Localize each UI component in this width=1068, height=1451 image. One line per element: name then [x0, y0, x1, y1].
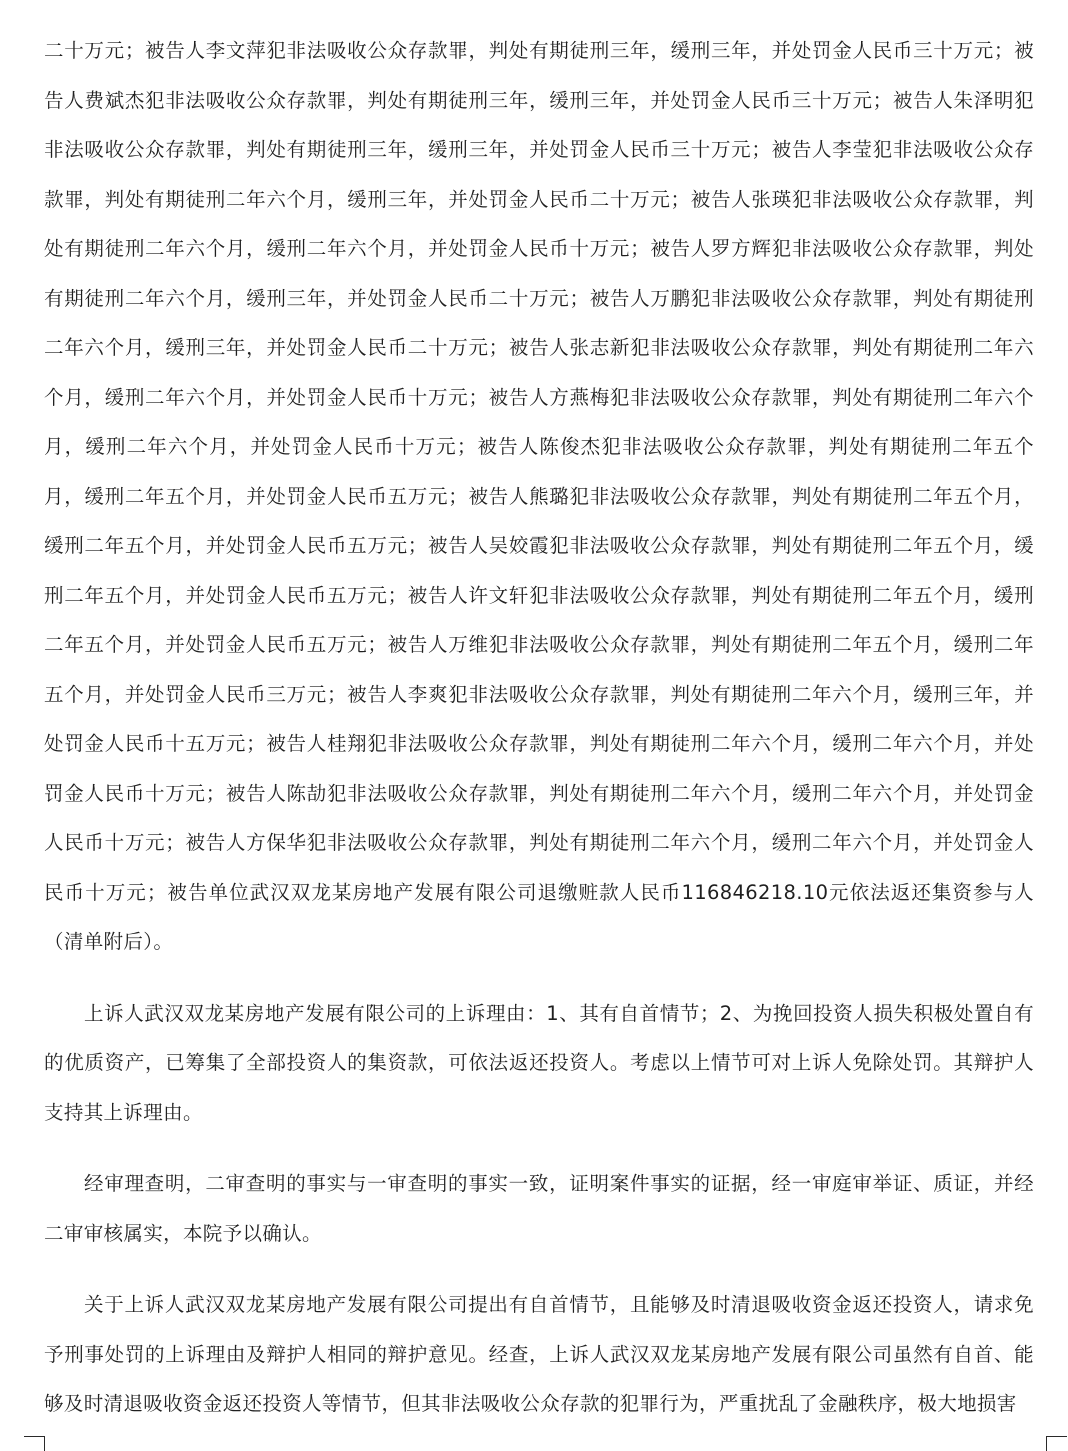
paragraph-sentencing-list: 二十万元；被告人李文萍犯非法吸收公众存款罪，判处有期徒刑三年，缓刑三年，并处罚金人民币三十万元；被告人费斌杰犯非法吸收公众存款罪，判处有期徒刑三年，缓刑三年，并处罚金人民币三十万元；被告人朱泽明犯非法吸收公众存款罪，判处有期徒刑三年，缓刑三年，并处罚金人民币三十万元；被告人李莹犯非法吸收公众存款罪，判处有期徒刑二年六个月，缓刑三年，并处罚金人民币二十万元；被告人张瑛犯非法吸收公众存款罪，判处有期徒刑二年六个月，缓刑二年六个月，并处罚金人民币十万元；被告人罗方辉犯非法吸收公众存款罪，判处有期徒刑二年六个月，缓刑三年，并处罚金人民币二十万元；被告人万鹏犯非法吸收公众存款罪，判处有期徒刑二年六个月，缓刑三年，并处罚金人民币二十万元；被告人张志新犯非法吸收公众存款罪，判处有期徒刑二年六个月，缓刑二年六个月，并处罚金人民币十万元；被告人方燕梅犯非法吸收公众存款罪，判处有期徒刑二年六个月，缓刑二年六个月，并处罚金人民币十万元；被告人陈俊杰犯非法吸收公众存款罪，判处有期徒刑二年五个月，缓刑二年五个月，并处罚金人民币五万元；被告人熊璐犯非法吸收公众存款罪，判处有期徒刑二年五个月，缓刑二年五个月，并处罚金人民币五万元；被告人吴姣霞犯非法吸收公众存款罪，判处有期徒刑二年五个月，缓刑二年五个月，并处罚金人民币五万元；被告人许文轩犯非法吸收公众存款罪，判处有期徒刑二年五个月，缓刑二年五个月，并处罚金人民币五万元；被告人万维犯非法吸收公众存款罪，判处有期徒刑二年五个月，缓刑二年五个月，并处罚金人民币三万元；被告人李爽犯非法吸收公众存款罪，判处有期徒刑二年六个月，缓刑三年，并处罚金人民币十五万元；被告人桂翔犯非法吸收公众存款罪，判处有期徒刑二年六个月，缓刑二年六个月，并处罚金人民币十万元；被告人陈劼犯非法吸收公众存款罪，判处有期徒刑二年六个月，缓刑二年六个月，并处罚金人民币十万元；被告人方保华犯非法吸收公众存款罪，判处有期徒刑二年六个月，缓刑二年六个月，并处罚金人民币十万元；被告单位武汉双龙某房地产发展有限公司退缴赃款人民币116846218.10元依法返还集资参与人（清单附后）。 — [44, 39, 1034, 953]
paragraph-appeal-grounds: 上诉人武汉双龙某房地产发展有限公司的上诉理由：1、其有自首情节；2、为挽回投资人损失积极处置自有的优质资产，已筹集了全部投资人的集资款，可依法返还投资人。考虑以上情节可对上诉人免除处罚。其辩护人支持其上诉理由。 — [44, 1001, 1034, 1124]
crop-mark-bottom-right — [1046, 1436, 1067, 1451]
crop-mark-bottom-left — [24, 1436, 45, 1451]
paragraph-court-analysis: 关于上诉人武汉双龙某房地产发展有限公司提出有自首情节，且能够及时清退吸收资金返还投资人，请求免予刑事处罚的上诉理由及辩护人相同的辩护意见。经查，上诉人武汉双龙某房地产发展有限公司虽然有自首、能够及时清退吸收资金返还投资人等情节，但其非法吸收公众存款的犯罪行为，严重扰乱了金融秩序，极大地损害 — [44, 1293, 1034, 1415]
document-body — [44, 26, 1034, 1429]
paragraph-findings: 经审理查明，二审查明的事实与一审查明的事实一致，证明案件事实的证据，经一审庭审举证、质证，并经二审审核属实，本院予以确认。 — [44, 1172, 1034, 1245]
